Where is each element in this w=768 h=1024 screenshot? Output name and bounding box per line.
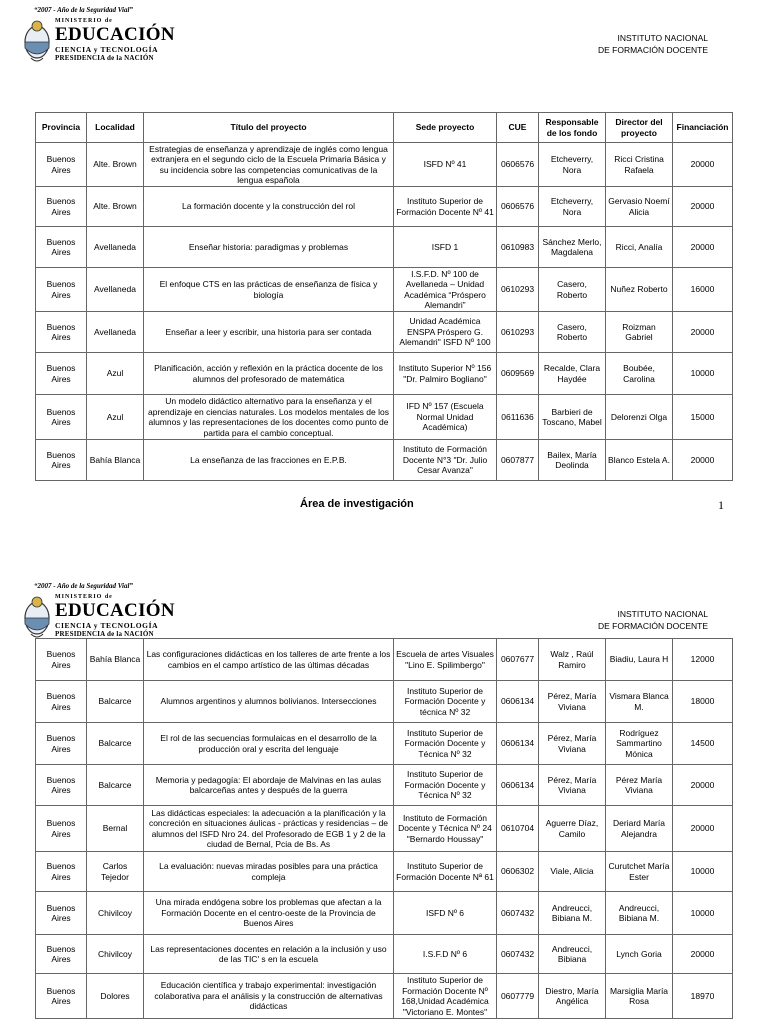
cell-financiacion: 20000 (673, 440, 733, 481)
cell-director: Gervasio Noemí Alicia (606, 187, 673, 227)
cell-provincia: Buenos Aires (36, 852, 87, 892)
cell-provincia: Buenos Aires (36, 227, 87, 268)
cell-financiacion: 20000 (673, 187, 733, 227)
cell-director: Nuñez Roberto (606, 268, 673, 312)
cell-director: Roizman Gabriel (606, 312, 673, 353)
cell-financiacion: 20000 (673, 227, 733, 268)
cell-cue: 0607432 (497, 892, 539, 935)
document-page-2 (0, 576, 768, 1024)
cell-titulo: Las didácticas especiales: la adecuación a la planificación y la concreción en situaciones áulicas - prácticas y residencias – de alumnos del ISFD Nro 24. del Profesorado de EGB 1 y 2 de la ciudad de Bernal, Pcia de Bs. As (144, 806, 394, 852)
cell-director: Deriard María Alejandra (606, 806, 673, 852)
table-row (36, 806, 733, 852)
table-row (36, 395, 733, 440)
cell-financiacion: 16000 (673, 268, 733, 312)
institute-line-1: INSTITUTO NACIONAL (617, 33, 708, 43)
col-header-localidad: Localidad (87, 113, 144, 143)
cell-responsable: Barbieri de Toscano, Mabel (539, 395, 606, 440)
cell-provincia: Buenos Aires (36, 639, 87, 681)
logo-line-1: MINISTERIO de (55, 18, 113, 24)
cell-cue: 0607677 (497, 639, 539, 681)
cell-financiacion: 14500 (673, 723, 733, 765)
table-header-row (36, 113, 733, 143)
table-row (36, 852, 733, 892)
cell-titulo: Estrategias de enseñanza y aprendizaje de inglés como lengua extranjera en el segundo ciclo de la Escuela Primaria Básica y su incidencia sobre las competencias comunicativas de la lengua española (144, 143, 394, 187)
cell-provincia: Buenos Aires (36, 395, 87, 440)
logo-line-2: EDUCACIÓN (55, 600, 175, 621)
cell-responsable: Viale, Alicia (539, 852, 606, 892)
cell-cue: 0610704 (497, 806, 539, 852)
cell-titulo: Planificación, acción y reflexión en la práctica docente de los alumnos del profesorado de matemática (144, 353, 394, 395)
table-row (36, 227, 733, 268)
cell-titulo: Educación científica y trabajo experimental: investigación colaborativa para el análisis y la construcción de alternativas didácticas (144, 974, 394, 1019)
cell-sede: I.S.F.D Nº 6 (394, 935, 497, 974)
cell-localidad: Avellaneda (87, 227, 144, 268)
footer-area-title: Área de investigación (300, 498, 414, 510)
cell-financiacion: 15000 (673, 395, 733, 440)
cell-localidad: Bahía Blanca (87, 440, 144, 481)
logo-line-2: EDUCACIÓN (55, 24, 175, 45)
table-row (36, 892, 733, 935)
cell-localidad: Azul (87, 395, 144, 440)
table-row (36, 353, 733, 395)
cell-responsable: Recalde, Clara Haydée (539, 353, 606, 395)
institute-line-1: INSTITUTO NACIONAL (617, 609, 708, 619)
cell-responsable: Pérez, María Viviana (539, 681, 606, 723)
institute-line-2: DE FORMACIÓN DOCENTE (597, 621, 708, 631)
cell-titulo: La enseñanza de las fracciones en E.P.B. (144, 440, 394, 481)
cell-sede: Instituto de Formación Docente N°3 "Dr. Julio Cesar Avanza" (394, 440, 497, 481)
cell-responsable: Sánchez Merlo, Magdalena (539, 227, 606, 268)
cell-titulo: El rol de las secuencias formulaicas en el desarrollo de la producción oral y escrita del lenguaje (144, 723, 394, 765)
cell-provincia: Buenos Aires (36, 268, 87, 312)
cell-sede: ISFD Nº 6 (394, 892, 497, 935)
cell-localidad: Avellaneda (87, 312, 144, 353)
col-header-sede: Sede proyecto (394, 113, 497, 143)
cell-sede: ISFD Nº 41 (394, 143, 497, 187)
cell-director: Curutchet María Ester (606, 852, 673, 892)
cell-responsable: Andreucci, Bibiana M. (539, 892, 606, 935)
cell-director: Delorenzi Olga (606, 395, 673, 440)
col-header-director: Director del proyecto (606, 113, 673, 143)
cell-provincia: Buenos Aires (36, 143, 87, 187)
cell-titulo: Enseñar historia: paradigmas y problemas (144, 227, 394, 268)
cell-provincia: Buenos Aires (36, 935, 87, 974)
cell-responsable: Andreucci, Bibiana (539, 935, 606, 974)
cell-sede: Instituto de Formación Docente y Técnica Nº 24 "Bernardo Houssay" (394, 806, 497, 852)
institute-name (598, 608, 708, 632)
coat-of-arms-icon (22, 18, 52, 64)
cell-cue: 0606302 (497, 852, 539, 892)
cell-provincia: Buenos Aires (36, 312, 87, 353)
table-row (36, 440, 733, 481)
cell-responsable: Diestro, María Angélica (539, 974, 606, 1019)
cell-sede: Instituto Superior de Formación Docente y Técnica Nº 32 (394, 765, 497, 806)
cell-cue: 0606134 (497, 681, 539, 723)
cell-provincia: Buenos Aires (36, 681, 87, 723)
cell-titulo: La formación docente y la construcción del rol (144, 187, 394, 227)
cell-financiacion: 20000 (673, 143, 733, 187)
cell-provincia: Buenos Aires (36, 806, 87, 852)
cell-provincia: Buenos Aires (36, 440, 87, 481)
cell-director: Blanco Estela A. (606, 440, 673, 481)
cell-sede: Instituto Superior de Formación Docente Nª 61 (394, 852, 497, 892)
cell-financiacion: 12000 (673, 639, 733, 681)
cell-director: Pérez María Viviana (606, 765, 673, 806)
table-body-page-2 (36, 639, 733, 1019)
table-row (36, 723, 733, 765)
page-footer (0, 498, 768, 514)
cell-director: Rodríguez Sammartino Mónica (606, 723, 673, 765)
cell-financiacion: 20000 (673, 765, 733, 806)
logo-line-3: CIENCIA y TECNOLOGÍA (55, 621, 159, 630)
cell-director: Biadiu, Laura H (606, 639, 673, 681)
cell-titulo: Una mirada endógena sobre los problemas que afectan a la Formación Docente en el centro-oeste de la Provincia de Buenos Aires (144, 892, 394, 935)
cell-sede: Unidad Académica ENSPA Próspero G. Alemandri" ISFD Nº 100 (394, 312, 497, 353)
col-header-titulo: Título del proyecto (144, 113, 394, 143)
cell-responsable: Walz , Raúl Ramiro (539, 639, 606, 681)
cell-financiacion: 20000 (673, 935, 733, 974)
cell-sede: IFD Nº 157 (Escuela Normal Unidad Académica) (394, 395, 497, 440)
cell-localidad: Bahía Blanca (87, 639, 144, 681)
cell-responsable: Etcheverry, Nora (539, 187, 606, 227)
cell-cue: 0607779 (497, 974, 539, 1019)
projects-table-page-2 (35, 638, 733, 1019)
cell-director: Boubée, Carolina (606, 353, 673, 395)
cell-financiacion: 20000 (673, 312, 733, 353)
cell-titulo: La evaluación: nuevas miradas posibles para una práctica compleja (144, 852, 394, 892)
cell-cue: 0606134 (497, 765, 539, 806)
logo-line-1: MINISTERIO de (55, 594, 113, 600)
cell-sede: Instituto Superior de Formación Docente Nº 41 (394, 187, 497, 227)
cell-provincia: Buenos Aires (36, 974, 87, 1019)
cell-responsable: Bailex, María Deolinda (539, 440, 606, 481)
cell-director: Ricci, Analía (606, 227, 673, 268)
cell-localidad: Alte. Brown (87, 187, 144, 227)
motto: “2007 - Año de la Seguridad Vial” (34, 6, 133, 14)
cell-provincia: Buenos Aires (36, 353, 87, 395)
cell-localidad: Balcarce (87, 765, 144, 806)
cell-financiacion: 18000 (673, 681, 733, 723)
coat-of-arms-icon (22, 594, 52, 640)
cell-titulo: Las configuraciones didácticas en los talleres de arte frente a los cambios en el campo artístico de las últimas décadas (144, 639, 394, 681)
cell-cue: 0606134 (497, 723, 539, 765)
cell-sede: Instituto Superior de Formación Docente Nº 168,Unidad Académica "Victoriano E. Montes" (394, 974, 497, 1019)
cell-titulo: Alumnos argentinos y alumnos bolivianos. Intersecciones (144, 681, 394, 723)
table-body-page-1 (36, 143, 733, 481)
cell-responsable: Pérez, María Viviana (539, 765, 606, 806)
table-row (36, 765, 733, 806)
cell-titulo: Enseñar a leer y escribir, una historia para ser contada (144, 312, 394, 353)
logo-line-4: PRESIDENCIA de la NACIÓN (55, 630, 154, 638)
logo-line-4: PRESIDENCIA de la NACIÓN (55, 54, 154, 62)
cell-titulo: Las representaciones docentes en relación a la inclusión y uso de las TIC' s en la escuela (144, 935, 394, 974)
cell-sede: Instituto Superior Nº 156 "Dr. Palmiro Bogliano" (394, 353, 497, 395)
cell-localidad: Dolores (87, 974, 144, 1019)
col-header-financiacion: Financiación (673, 113, 733, 143)
ministry-logo (22, 594, 175, 644)
cell-titulo: Un modelo didáctico alternativo para la enseñanza y el aprendizaje en ciencias naturales. Los modelos mentales de los alumnos y las representaciones de los docentes como punto de partida para el cambio conceptual. (144, 395, 394, 440)
table-row (36, 268, 733, 312)
cell-cue: 0606576 (497, 143, 539, 187)
cell-localidad: Carlos Tejedor (87, 852, 144, 892)
page-number: 1 (718, 498, 724, 512)
col-header-provincia: Provincia (36, 113, 87, 143)
cell-director: Lynch Goria (606, 935, 673, 974)
table-row (36, 974, 733, 1019)
cell-director: Vismara Blanca M. (606, 681, 673, 723)
cell-sede: I.S.F.D. Nº 100 de Avellaneda – Unidad Académica “Próspero Alemandri” (394, 268, 497, 312)
cell-sede: Instituto Superior de Formación Docente y técnica Nº 32 (394, 681, 497, 723)
cell-provincia: Buenos Aires (36, 765, 87, 806)
cell-provincia: Buenos Aires (36, 187, 87, 227)
cell-financiacion: 10000 (673, 852, 733, 892)
cell-localidad: Chivilcoy (87, 892, 144, 935)
cell-director: Andreucci, Bibiana M. (606, 892, 673, 935)
table-row (36, 143, 733, 187)
logo-line-3: CIENCIA y TECNOLOGÍA (55, 45, 159, 54)
cell-cue: 0610293 (497, 268, 539, 312)
cell-cue: 0606576 (497, 187, 539, 227)
cell-responsable: Casero, Roberto (539, 312, 606, 353)
cell-localidad: Azul (87, 353, 144, 395)
motto: “2007 - Año de la Seguridad Vial” (34, 582, 133, 590)
col-header-responsable: Responsable de los fondo (539, 113, 606, 143)
cell-responsable: Casero, Roberto (539, 268, 606, 312)
cell-cue: 0610293 (497, 312, 539, 353)
cell-titulo: El enfoque CTS en las prácticas de enseñanza de física y biología (144, 268, 394, 312)
cell-localidad: Balcarce (87, 723, 144, 765)
cell-cue: 0607432 (497, 935, 539, 974)
cell-localidad: Bernal (87, 806, 144, 852)
cell-financiacion: 18970 (673, 974, 733, 1019)
cell-sede: Instituto Superior de Formación Docente y Técnica Nº 32 (394, 723, 497, 765)
table-row (36, 312, 733, 353)
cell-localidad: Chivilcoy (87, 935, 144, 974)
cell-localidad: Balcarce (87, 681, 144, 723)
table-row (36, 187, 733, 227)
projects-table-page-1 (35, 112, 733, 481)
cell-financiacion: 10000 (673, 892, 733, 935)
cell-financiacion: 20000 (673, 806, 733, 852)
cell-cue: 0611636 (497, 395, 539, 440)
table-row (36, 935, 733, 974)
cell-responsable: Pérez, María Viviana (539, 723, 606, 765)
cell-financiacion: 10000 (673, 353, 733, 395)
cell-sede: ISFD 1 (394, 227, 497, 268)
ministry-logo (22, 18, 175, 68)
cell-titulo: Memoria y pedagogía: El abordaje de Malvinas en las aulas balcarceñas antes y después de la guerra (144, 765, 394, 806)
cell-localidad: Avellaneda (87, 268, 144, 312)
cell-sede: Escuela de artes Visuales "Lino E. Spilimbergo" (394, 639, 497, 681)
cell-cue: 0609569 (497, 353, 539, 395)
cell-director: Marsiglia María Rosa (606, 974, 673, 1019)
cell-cue: 0607877 (497, 440, 539, 481)
cell-responsable: Aguerre Díaz, Camilo (539, 806, 606, 852)
cell-cue: 0610983 (497, 227, 539, 268)
cell-responsable: Etcheverry, Nora (539, 143, 606, 187)
cell-localidad: Alte. Brown (87, 143, 144, 187)
col-header-cue: CUE (497, 113, 539, 143)
cell-director: Ricci Cristina Rafaela (606, 143, 673, 187)
cell-provincia: Buenos Aires (36, 723, 87, 765)
institute-line-2: DE FORMACIÓN DOCENTE (597, 45, 708, 55)
cell-provincia: Buenos Aires (36, 892, 87, 935)
institute-name (598, 32, 708, 56)
table-row (36, 681, 733, 723)
table-row (36, 639, 733, 681)
